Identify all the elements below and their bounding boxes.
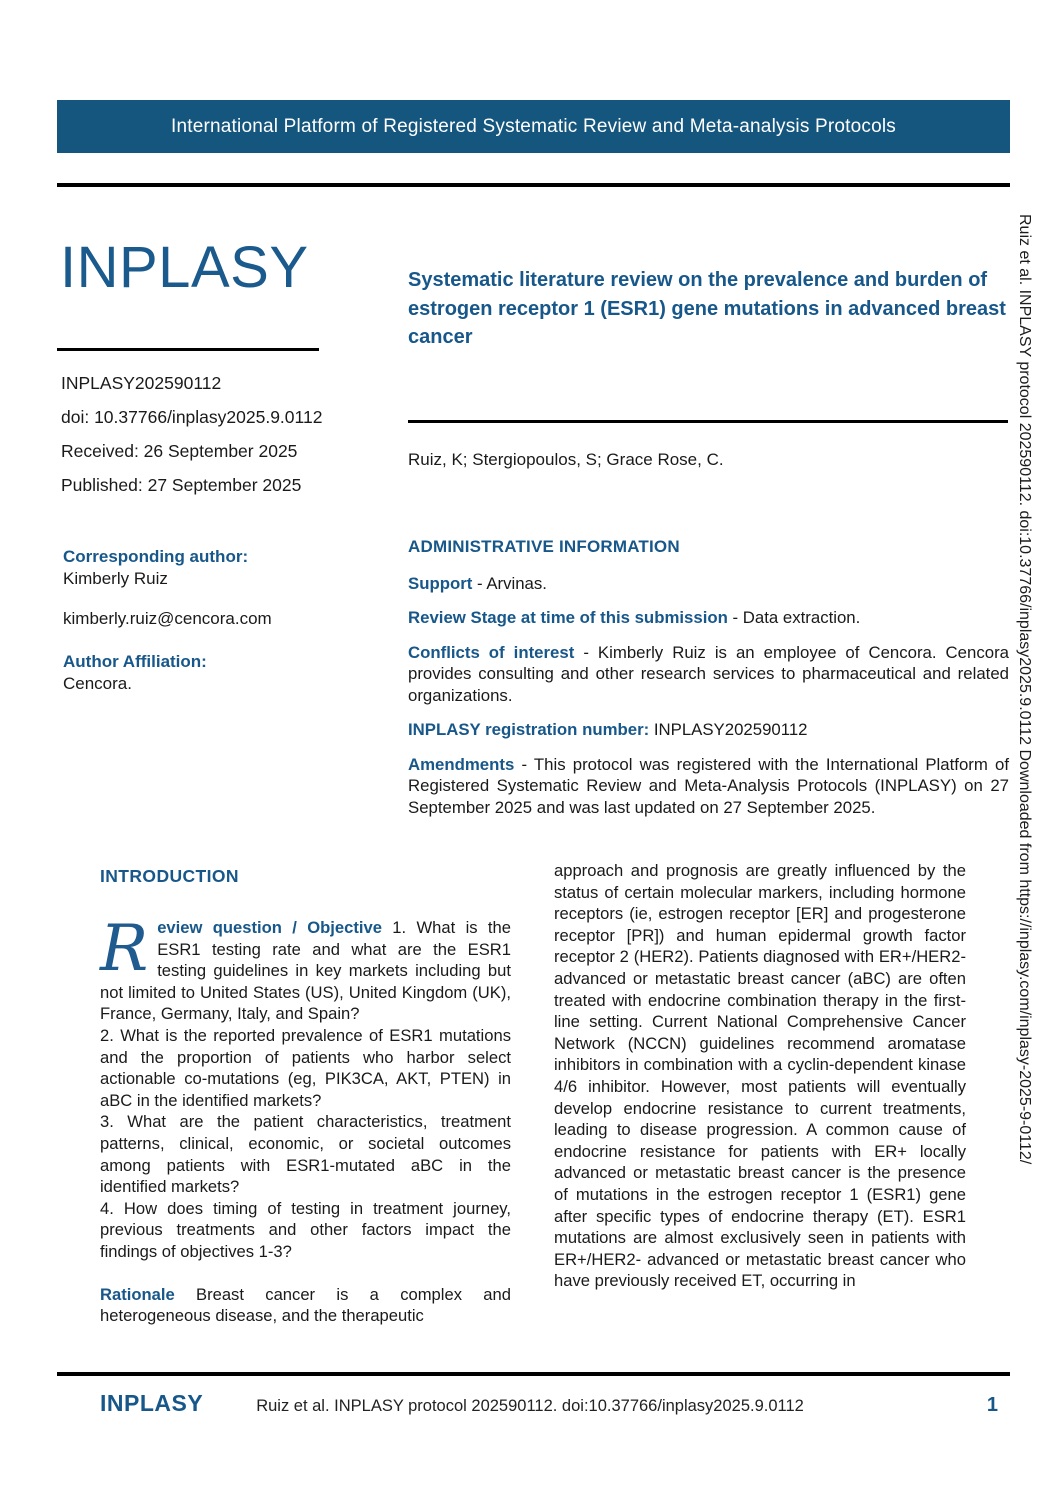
- introduction-column-right: [554, 860, 966, 1327]
- top-banner-text: International Platform of Registered Systematic Review and Meta-analysis Protocols: [171, 115, 896, 137]
- received-date: Received: 26 September 2025: [61, 441, 298, 461]
- introduction-heading: INTRODUCTION: [100, 866, 239, 886]
- amendments-row: [408, 754, 1009, 819]
- footer-citation: Ruiz et al. INPLASY protocol 202590112. doi:10.37766/inplasy2025.9.0112: [256, 1397, 804, 1415]
- registration-id: INPLASY202590112: [61, 373, 222, 393]
- question-4: 4. How does timing of testing in treatment journey, previous treatments and other factors impact the findings of objectives 1-3?: [100, 1198, 511, 1261]
- conflicts-row: [408, 642, 1009, 707]
- rationale-text-left: Breast cancer is a complex and heterogeneous disease, and the therapeutic: [100, 1284, 511, 1326]
- support-value: - Arvinas.: [472, 573, 547, 593]
- corresponding-author-name: Kimberly Ruiz: [63, 569, 168, 588]
- support-label: Support: [408, 573, 473, 593]
- review-stage-row: [408, 607, 1009, 629]
- review-stage-label: Review Stage at time of this submission: [408, 608, 728, 627]
- admin-heading: ADMINISTRATIVE INFORMATION: [408, 537, 680, 556]
- footer-divider: [57, 1372, 1010, 1376]
- corresponding-author-email: kimberly.ruiz@cencora.com: [63, 609, 272, 628]
- rationale-text-right: approach and prognosis are greatly influenced by the status of certain molecular markers, including hormone receptors (ie, estrogen receptor [ER] and progesterone receptor [PR]) and human epidermal growth factor receptor 2 (HER2). Patients diagnosed with ER+/HER2- advanced or metastatic breast cancer (aBC) are often treated with endocrine combination therapy in the first-line setting. Current National Comprehensive Cancer Network (NCCN) guidelines recommend aromatase inhibitors in combination with a cyclin-dependent kinase 4/6 inhibitor. However, most patients will eventually develop endocrine resistance to current treatments, leading to disease progression. A common cause of endocrine resistance for patients with ER+ locally advanced or metastatic breast cancer is the presence of mutations in the estrogen receptor 1 (ESR1) gene after specific types of endocrine therapy (ET). ESR1 mutations are almost exclusively seen in patients with ER+/HER2- advanced or metastatic breast cancer who have previously received ET, occurring in: [554, 861, 966, 1291]
- objective-label: eview question / Objective: [157, 918, 393, 937]
- header-divider: [57, 183, 1010, 187]
- corresponding-author-block: [63, 546, 403, 695]
- registration-label: INPLASY registration number:: [408, 720, 650, 739]
- document-title: Systematic literature review on the prevalence and burden of estrogen receptor 1 (ESR1) gene mutations in advanced breast cancer: [408, 269, 1006, 348]
- footer-brand: INPLASY: [100, 1390, 204, 1416]
- registration-meta: [61, 372, 401, 508]
- review-question-paragraph: [100, 912, 511, 1025]
- question-3: 3. What are the patient characteristics, treatment patterns, clinical, economic, or societal outcomes among patients with ESR1-mutated aBC in the identified markets?: [100, 1112, 511, 1197]
- logo-divider: [57, 348, 319, 351]
- published-date: Published: 27 September 2025: [61, 475, 302, 495]
- registration-row: [408, 719, 1009, 741]
- title-block: [408, 266, 1012, 352]
- rationale-label: Rationale: [100, 1284, 175, 1304]
- authors-divider: [408, 420, 1008, 423]
- footer: [57, 1390, 1010, 1417]
- conflicts-value: - Kimberly Ruiz is an employee of Cencora. Cencora provides consulting and other research services to pharmaceutical and related organizations.: [408, 642, 1009, 705]
- introduction-section: [100, 860, 966, 1327]
- amendments-label: Amendments: [408, 754, 515, 774]
- footer-page-number: 1: [986, 1394, 998, 1416]
- question-2: 2. What is the reported prevalence of ESR1 mutations and the proportion of patients who harbor select actionable co-mutations (eg, PIK3CA, AKT, PTEN) in aBC in the identified markets?: [100, 1025, 511, 1110]
- support-row: [408, 573, 1009, 595]
- dropcap-letter: R: [100, 912, 149, 986]
- rationale-paragraph: [100, 1284, 511, 1327]
- top-banner: [57, 100, 1010, 153]
- author-affiliation-value: Cencora.: [63, 674, 132, 693]
- authors-line: Ruiz, K; Stergiopoulos, S; Grace Rose, C.: [408, 450, 724, 469]
- conflicts-label: Conflicts of interest: [408, 642, 575, 662]
- administrative-information: [408, 536, 1009, 831]
- corresponding-author-heading: Corresponding author:: [63, 547, 249, 566]
- objective-text: 1. What is the ESR1 testing rate and what are the ESR1 testing guidelines in key markets including but not limited to United States (US), United Kingdom (UK), France, Germany, Italy, and Spain?: [100, 918, 511, 1024]
- introduction-column-left: [100, 860, 511, 1327]
- inplasy-logo: INPLASY: [60, 235, 309, 300]
- author-affiliation-heading: Author Affiliation:: [63, 652, 207, 671]
- vertical-citation-text: Ruiz et al. INPLASY protocol 202590112. doi:10.37766/inplasy2025.9.0112 Downloaded from https://inplasy.com/inplasy-2025-9-0112/: [1016, 214, 1033, 1165]
- doi-line: doi: 10.37766/inplasy2025.9.0112: [61, 407, 323, 427]
- amendments-value: - This protocol was registered with the International Platform of Registered Systematic Review and Meta-Analysis Protocols (INPLASY) on 27 September 2025 and was last updated on 27 September 2025.: [408, 754, 1009, 817]
- registration-value: INPLASY202590112: [649, 720, 808, 739]
- review-stage-value: - Data extraction.: [727, 608, 861, 627]
